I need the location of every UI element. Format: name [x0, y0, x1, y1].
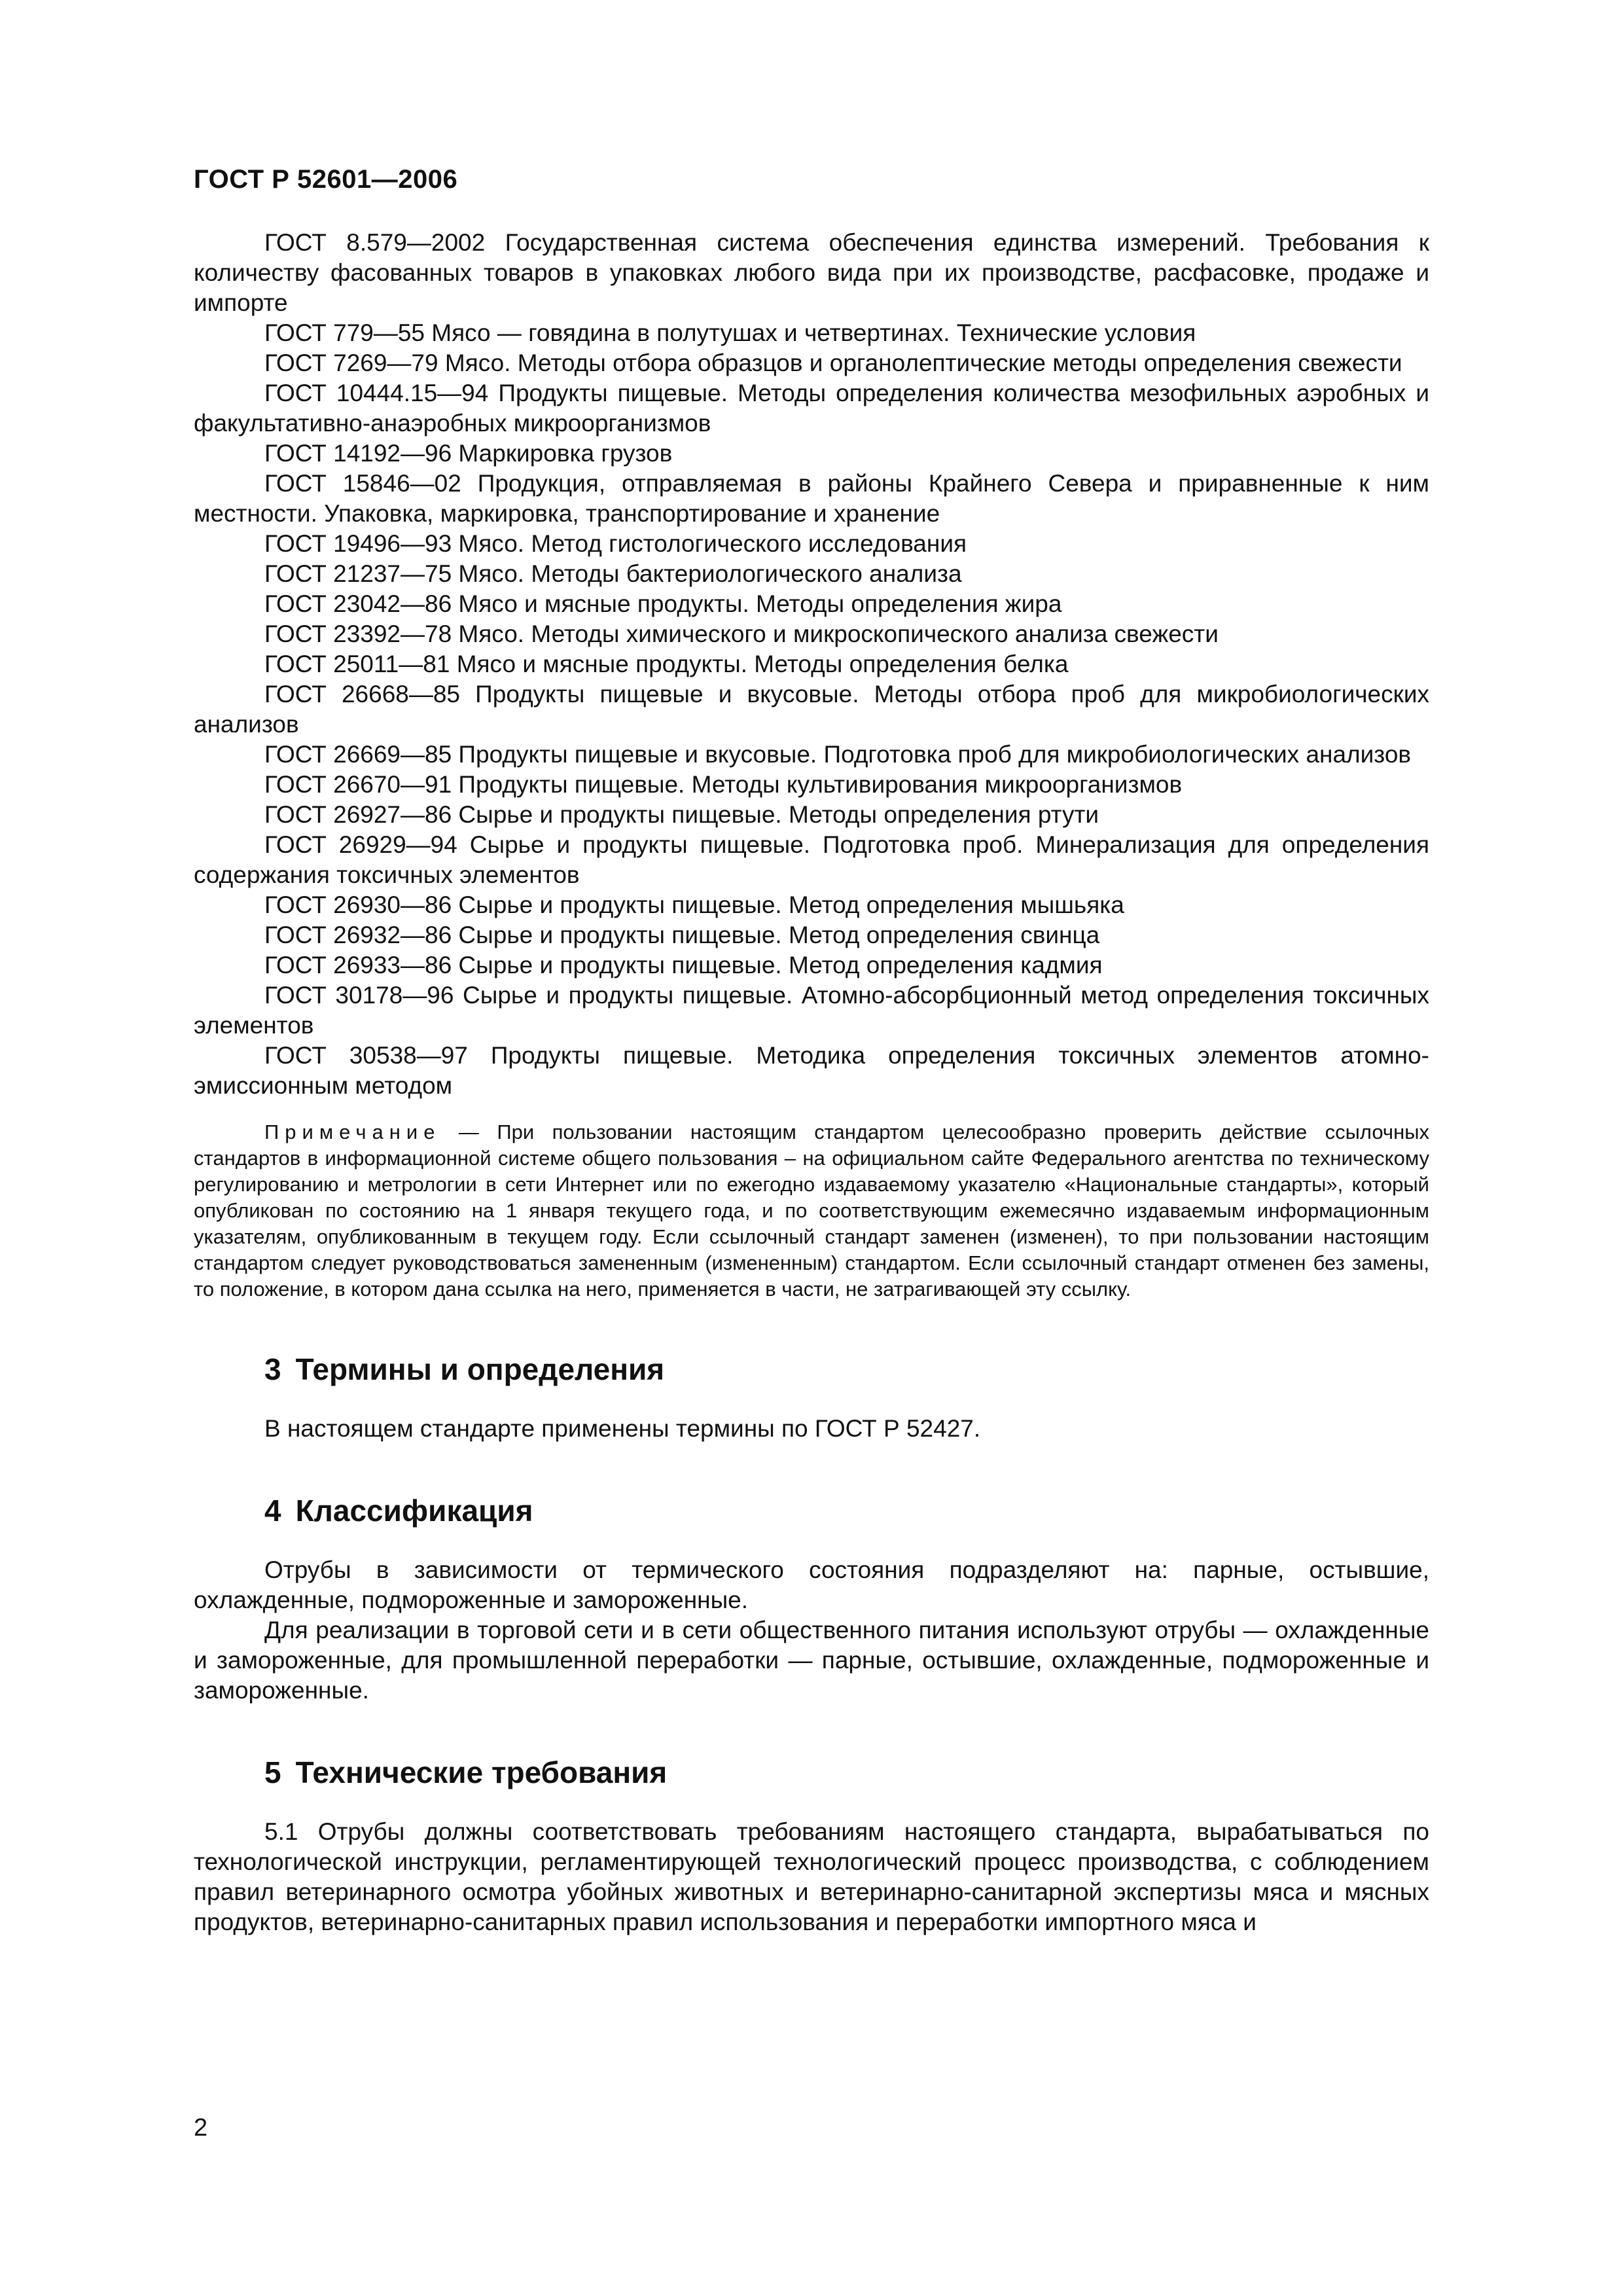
note-text: — При пользовании настоящим стандартом целесообразно проверить действие ссылочных стандартов в информационной системе общего пользования – на официальном сайте Федерального агентства по техническому регулированию и метрологии в сети Интернет или по ежегодно издаваемому указателю «Национальные стандарты», который опубликован по состоянию на 1 января текущего года, и по соответствующим ежемесячно издаваемым информационным указателям, опубликованным в текущем году. Если ссылочный стандарт заменен (изменен), то при пользовании настоящим стандартом следует руководствоваться замененным (измененным) стандартом. Если ссылочный стандарт отменен без замены, то положение, в котором дана ссылка на него, применяется в части, не затрагивающей эту ссылку. [194, 1121, 1429, 1300]
reference-item: ГОСТ 30538—97 Продукты пищевые. Методика определения токсичных элементов атомно-эмиссионным методом [194, 1042, 1429, 1099]
reference-item: ГОСТ 30178—96 Сырье и продукты пищевые. Атомно-абсорбционный метод определения токсичных элементов [194, 982, 1429, 1039]
paragraph: В настоящем стандарте применены термины по ГОСТ Р 52427. [264, 1415, 981, 1442]
section-4-body [194, 1555, 1429, 1706]
section-heading-text: Классификация [295, 1494, 533, 1528]
section-5-title [194, 1754, 1429, 1791]
reference-item: ГОСТ 26933—86 Сырье и продукты пищевые. Метод определения кадмия [264, 952, 1103, 978]
reference-item: ГОСТ 26668—85 Продукты пищевые и вкусовые. Методы отбора проб для микробиологических анализов [194, 681, 1429, 738]
section-3-body [194, 1414, 1429, 1444]
section-4-title [194, 1492, 1429, 1529]
note-block [194, 1119, 1429, 1302]
reference-item: ГОСТ 15846—02 Продукция, отправляемая в районы Крайнего Севера и приравненные к ним местности. Упаковка, маркировка, транспортирование и хранение [194, 470, 1429, 527]
reference-item: ГОСТ 23042—86 Мясо и мясные продукты. Методы определения жира [264, 590, 1062, 617]
reference-item: ГОСТ 7269—79 Мясо. Методы отбора образцов и органолептические методы определения свежести [264, 350, 1402, 376]
note-label: Примечание [264, 1121, 441, 1143]
section-number: 4 [264, 1494, 281, 1528]
section-number: 3 [264, 1352, 281, 1386]
paragraph: 5.1 Отрубы должны соответствовать требованиям настоящего стандарта, вырабатываться по технологической инструкции, регламентирующей технологический процесс производства, с соблюдением правил ветеринарного осмотра убойных животных и ветеринарно-санитарной экспертизы мяса и мясных продуктов, ветеринарно-санитарных правил использования и переработки импортного мяса и [194, 1818, 1429, 1935]
document-header: ГОСТ Р 52601—2006 [194, 165, 458, 194]
page-number: 2 [194, 2114, 208, 2142]
reference-item: ГОСТ 26932—86 Сырье и продукты пищевые. Метод определения свинца [264, 922, 1100, 948]
reference-item: ГОСТ 26670—91 Продукты пищевые. Методы культивирования микроорганизмов [264, 771, 1183, 798]
reference-item: ГОСТ 26927—86 Сырье и продукты пищевые. Методы определения ртути [264, 801, 1099, 828]
reference-item: ГОСТ 779—55 Мясо — говядина в полутушах и четвертинах. Технические условия [264, 319, 1196, 346]
section-3-title [194, 1351, 1429, 1388]
reference-item: ГОСТ 14192—96 Маркировка грузов [264, 440, 673, 467]
normative-references-list [194, 228, 1429, 1101]
reference-item: ГОСТ 23392—78 Мясо. Методы химического и микроскопического анализа свежести [264, 620, 1219, 647]
paragraph: Для реализации в торговой сети и в сети общественного питания используют отрубы — охлажденные и замороженные, для промышленной переработки — парные, остывшие, охлажденные, подмороженные и замороженные. [194, 1617, 1429, 1704]
reference-item: ГОСТ 10444.15—94 Продукты пищевые. Методы определения количества мезофильных аэробных и факультативно-анаэробных микроорганизмов [194, 380, 1429, 437]
section-5-body [194, 1817, 1429, 1937]
reference-item: ГОСТ 19496—93 Мясо. Метод гистологического исследования [264, 530, 967, 557]
paragraph: Отрубы в зависимости от термического состояния подразделяют на: парные, остывшие, охлажденные, подмороженные и замороженные. [194, 1556, 1429, 1613]
reference-item: ГОСТ 26669—85 Продукты пищевые и вкусовые. Подготовка проб для микробиологических анализов [264, 741, 1412, 768]
section-heading-text: Технические требования [295, 1755, 668, 1789]
reference-item: ГОСТ 8.579—2002 Государственная система обеспечения единства измерений. Требования к количеству фасованных товаров в упаковках любого вида при их производстве, расфасовке, продаже и импорте [194, 229, 1429, 316]
reference-item: ГОСТ 21237—75 Мясо. Методы бактериологического анализа [264, 560, 962, 587]
page-content [194, 228, 1429, 1937]
reference-item: ГОСТ 26930—86 Сырье и продукты пищевые. Метод определения мышьяка [264, 891, 1124, 918]
section-heading-text: Термины и определения [295, 1352, 665, 1386]
reference-item: ГОСТ 25011—81 Мясо и мясные продукты. Методы определения белка [264, 651, 1069, 677]
reference-item: ГОСТ 26929—94 Сырье и продукты пищевые. Подготовка проб. Минерализация для определения содержания токсичных элементов [194, 831, 1429, 888]
section-number: 5 [264, 1755, 281, 1789]
